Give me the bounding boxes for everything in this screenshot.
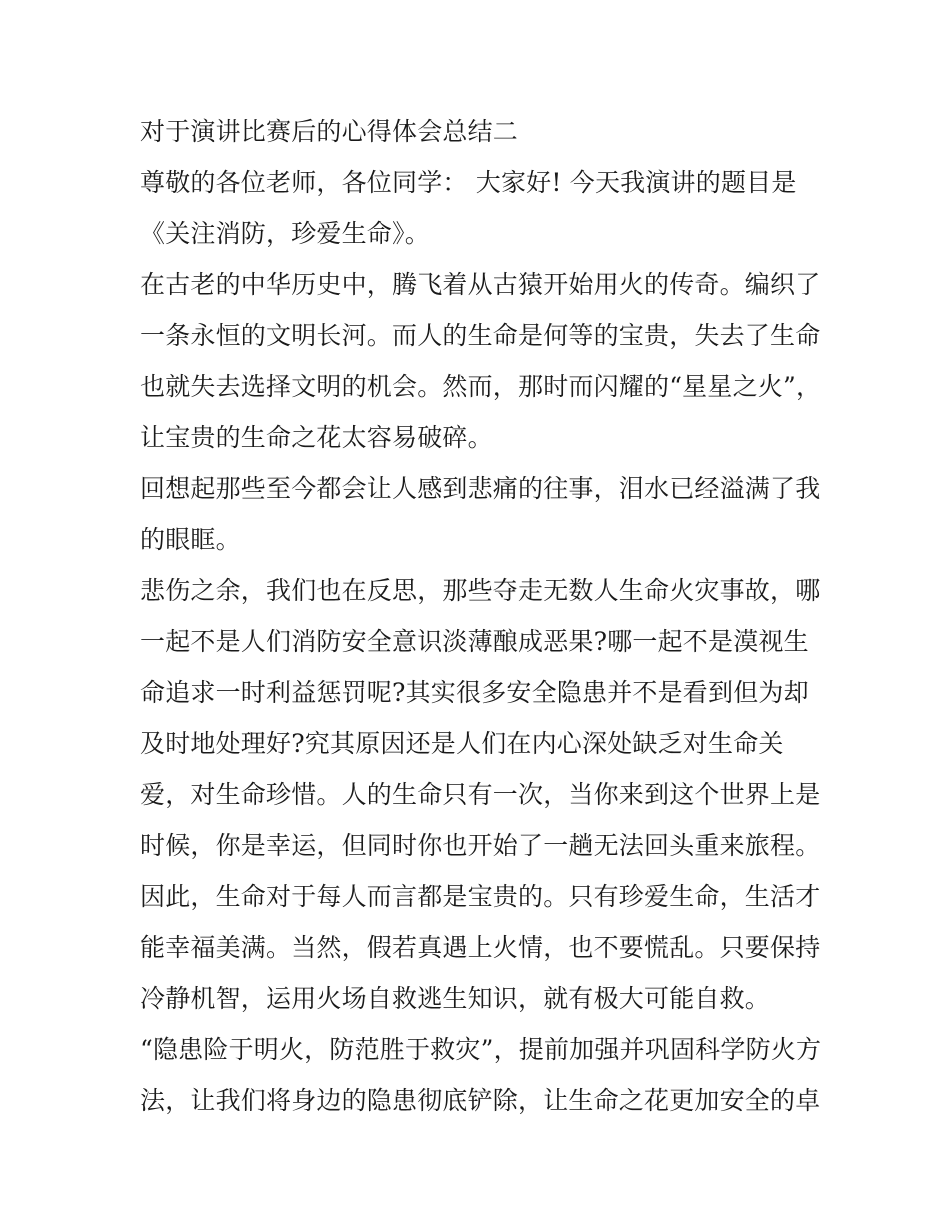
text-line: 悲伤之余，我们也在反思，那些夺走无数人生命火灾事故，哪 (140, 576, 821, 605)
text-line: 能幸福美满。当然，假若真遇上火情，也不要慌乱。只要保持 (140, 933, 821, 962)
text-line: 一起不是人们消防安全意识淡薄酿成恶果?哪一起不是漠视生 (140, 627, 809, 656)
document-title: 对于演讲比赛后的心得体会总结二 (140, 117, 519, 146)
text-line: 的眼眶。 (140, 525, 241, 554)
text-line: 一条永恒的文明长河。而人的生命是何等的宝贵，失去了生命 (140, 321, 821, 350)
document-body (140, 106, 820, 1126)
text-line: 爱，对生命珍惜。人的生命只有一次，当你来到这个世界上是 (140, 780, 821, 809)
text-line: “隐患险于明火，防范胜于救灾”，提前加强并巩固科学防火方 (140, 1035, 822, 1064)
text-line: 《关注消防，珍爱生命》。 (140, 219, 430, 248)
text-line: 命追求一时利益惩罚呢?其实很多安全隐患并不是看到但为却 (140, 678, 809, 707)
text-line: 回想起那些至今都会让人感到悲痛的往事，泪水已经溢满了我 (140, 474, 821, 503)
text-line: 法，让我们将身边的隐患彻底铲除，让生命之花更加安全的卓 (140, 1086, 821, 1115)
text-line: 尊敬的各位老师，各位同学： 大家好! 今天我演讲的题目是 (140, 168, 797, 197)
text-line: 让宝贵的生命之花太容易破碎。 (140, 423, 493, 452)
text-line: 冷静机智，运用火场自救逃生知识，就有极大可能自救。 (140, 984, 771, 1013)
text-line: 及时地处理好?究其原因还是人们在内心深处缺乏对生命关 (140, 729, 784, 758)
text-line: 时候，你是幸运，但同时你也开始了一趟无法回头重来旅程。 (140, 831, 821, 860)
text-line: 也就失去选择文明的机会。然而，那时而闪耀的“星星之火”， (140, 372, 822, 401)
text-line: 因此，生命对于每人而言都是宝贵的。只有珍爱生命，生活才 (140, 882, 821, 911)
text-line: 在古老的中华历史中，腾飞着从古猿开始用火的传奇。编织了 (140, 270, 821, 299)
